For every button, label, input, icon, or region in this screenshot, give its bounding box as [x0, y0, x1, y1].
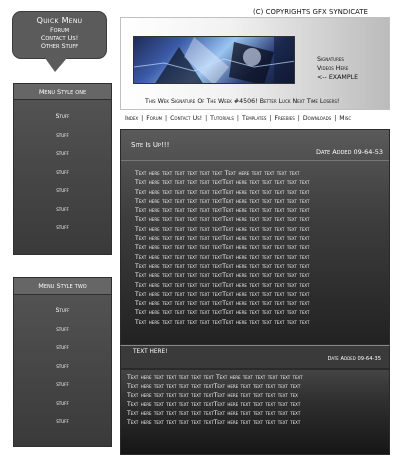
news-text-line: Text here text text text text textText here text text text text text — [135, 197, 310, 205]
menu-one-item[interactable]: stuff — [56, 168, 69, 176]
signature-image — [133, 36, 295, 84]
menu-one-item[interactable]: stuff — [56, 150, 69, 157]
news-text-line: Text here text text text text textText here text text text text text — [135, 309, 310, 317]
news-panel-second-body — [120, 369, 390, 455]
news-text-line: Text here text text text text textText here text text text text text — [135, 272, 310, 280]
menu-two-title: Menu Style two — [14, 278, 111, 295]
news-text-line: Text here text text text text textText here text text text text text — [135, 253, 310, 261]
menu-one-item[interactable]: Stuff — [55, 113, 70, 120]
menu-style-one — [13, 83, 112, 255]
news-text-line: Text here text text text text textText here text text text text text — [135, 188, 310, 196]
news-panel-header — [121, 130, 389, 161]
news-text-line: Text here text text text text textText here text text text text text — [127, 401, 301, 408]
news-text-line: Text here text text text text textText here text text text text text — [135, 262, 310, 270]
news-title: Site Is Up!!! — [131, 141, 170, 149]
quick-menu-title: Quick Menu — [36, 16, 83, 25]
news-text-line: Text here text text text text textText here text text text text text — [135, 235, 310, 243]
news-two-date: Date Added 09-64-35 — [327, 356, 381, 362]
nav-freebies[interactable]: Freebies — [274, 115, 295, 122]
news-text-line: Text here text text text text textText here text text text text text — [135, 318, 310, 326]
menu-two-item[interactable]: stuff — [56, 381, 69, 388]
news-two-body — [121, 370, 389, 427]
quick-menu — [12, 11, 107, 59]
news-date: Date Added 09-64-53 — [315, 148, 383, 156]
week-signature-banner: This Wek Signature Of The Week #4506! Better Luck Next Time Losers! — [145, 98, 340, 105]
caption-videos: Videos Here — [317, 65, 349, 72]
menu-two-item[interactable]: stuff — [56, 399, 69, 407]
news-text-line: Text here text text text text text Text here text text text text — [135, 170, 300, 177]
menu-two-item[interactable]: stuff — [56, 344, 69, 351]
menu-style-two — [13, 277, 112, 447]
nav-index[interactable]: Index — [125, 115, 139, 122]
news-text-line: Text here text text text text text Text here text text text text text — [127, 374, 303, 381]
main-nav: Index | Forum | Contact Us! | Tutorials | Templates | Freebies | Downloads | Misc — [125, 115, 352, 122]
nav-downloads[interactable]: Downloads — [302, 115, 332, 122]
quick-menu-link-other[interactable]: Other Stuff — [40, 42, 79, 50]
news-panel-second-header — [120, 345, 390, 369]
news-body — [121, 161, 389, 327]
news-text-line: Text here text text text text textText here text text text text text — [127, 419, 301, 426]
menu-two-item[interactable]: stuff — [56, 362, 69, 370]
menu-one-item[interactable]: stuff — [56, 131, 69, 139]
news-two-title: TEXT HERE! — [133, 349, 168, 355]
caption-example: <-- EXAMPLE — [317, 74, 359, 81]
menu-two-item[interactable]: Stuff — [55, 307, 70, 314]
news-text-line: Text here text text text text textText here text text text text text — [135, 225, 310, 233]
news-text-line: Text here text text text text textText here text text text text text — [135, 207, 310, 215]
menu-one-title: Menu Style one — [14, 84, 111, 100]
signature-art — [134, 37, 295, 84]
speech-bubble-tail — [45, 58, 67, 72]
menu-one-item[interactable]: stuff — [56, 187, 69, 194]
menu-two-item[interactable]: stuff — [56, 418, 69, 425]
menu-two-item[interactable]: stuff — [56, 325, 69, 333]
news-panel-main — [120, 129, 390, 345]
quick-menu-link-forum[interactable]: Forum — [49, 26, 70, 34]
copyright-text: (C) COPYRIGHTS GFX SYNDICATE — [253, 8, 369, 16]
news-text-line: Text here text text text text textText here text text text text text — [135, 300, 310, 308]
news-text-line: Text here text text text text textText here text text text text text — [135, 290, 310, 298]
header-banner — [120, 17, 390, 110]
menu-one-item[interactable]: stuff — [56, 205, 69, 213]
quick-menu-link-contact[interactable]: Contact Us! — [40, 34, 79, 42]
nav-tutorials[interactable]: Tutorials — [210, 115, 234, 122]
news-text-line: Text here text text text text textText here text text text text tex — [127, 392, 298, 399]
nav-misc[interactable]: Misc — [339, 115, 352, 122]
nav-contact[interactable]: Contact Us! — [170, 115, 203, 122]
news-text-line: Text here text text text text textText here text text text text text — [135, 179, 310, 187]
news-text-line: Text here text text text text textText here text text text text text — [127, 410, 301, 417]
nav-forum[interactable]: Forum — [146, 115, 163, 122]
news-text-line: Text here text text text text textText here text text text text text — [127, 383, 301, 390]
news-text-line: Text here text text text text textText here text text text text text — [135, 281, 310, 289]
nav-templates[interactable]: Templates — [241, 115, 267, 122]
menu-one-item[interactable]: stuff — [56, 224, 69, 231]
signature-caption — [317, 55, 358, 82]
news-text-line: Text here text text text text textText here text text text text text — [135, 244, 310, 252]
caption-signatures: Signatures — [317, 56, 344, 63]
news-text-line: Text here text text text text textText here text text text text text — [135, 216, 310, 224]
